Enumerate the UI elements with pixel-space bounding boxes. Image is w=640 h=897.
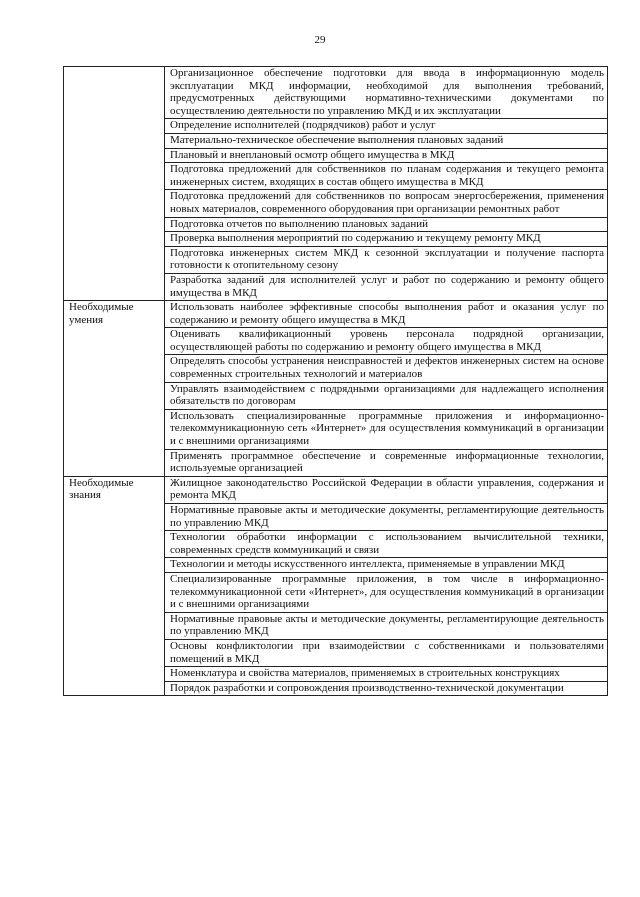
table-cell-item: Разработка заданий для исполнителей услуг и работ по содержанию и ремонту общего имущества в МКД — [165, 273, 608, 300]
table-cell-item: Определять способы устранения неисправностей и дефектов инженерных систем на основе современных строительных технологий и материалов — [165, 355, 608, 382]
table-cell-item: Подготовка отчетов по выполнению плановых заданий — [165, 217, 608, 232]
table-cell-item: Жилищное законодательство Российской Федерации в области управления, содержания и ремонта МКД — [165, 476, 608, 503]
table-cell-item: Специализированные программные приложения, в том числе в информационно-телекоммуникационной сети «Интернет», для осуществления коммуникаций в организации и с внешними организациями — [165, 572, 608, 612]
table-cell-item: Использовать специализированные программные приложения и информационно-телекоммуникационную сеть «Интернет» для осуществления коммуникаций в организации и с внешними организациями — [165, 409, 608, 449]
table-cell-item: Технологии и методы искусственного интеллекта, применяемые в управлении МКД — [165, 558, 608, 573]
table-cell-item: Нормативные правовые акты и методические документы, регламентирующие деятельность по управлению МКД — [165, 504, 608, 531]
table-row — [64, 476, 608, 503]
table-cell-item: Плановый и внеплановый осмотр общего имущества в МКД — [165, 148, 608, 163]
section-label: Необходимые знания — [64, 476, 165, 696]
table-cell-item: Подготовка инженерных систем МКД к сезонной эксплуатации и получение паспорта готовности к отопительному сезону — [165, 246, 608, 273]
page-number: 29 — [314, 34, 326, 46]
table-cell-item: Материально-техническое обеспечение выполнения плановых заданий — [165, 133, 608, 148]
table-cell-item: Нормативные правовые акты и методические документы, регламентирующие деятельность по управлению МКД — [165, 612, 608, 639]
table-cell-item: Оценивать квалификационный уровень персонала подрядной организации, осуществляющей работы по содержанию и ремонту общего имущества в МКД — [165, 328, 608, 355]
table-cell-item: Подготовка предложений для собственников по планам содержания и текущего ремонта инженерных систем, входящих в состав общего имущества в МКД — [165, 163, 608, 190]
table-cell-item: Основы конфликтологии при взаимодействии с собственниками и пользователями помещений в МКД — [165, 639, 608, 666]
table-row — [64, 301, 608, 328]
section-label: Необходимые умения — [64, 301, 165, 477]
table-cell-item: Проверка выполнения мероприятий по содержанию и текущему ремонту МКД — [165, 232, 608, 247]
table-cell-item: Определение исполнителей (подрядчиков) работ и услуг — [165, 119, 608, 134]
section-label — [64, 67, 165, 301]
table-row — [64, 67, 608, 119]
table-cell-item: Технологии обработки информации с использованием вычислительной техники, современных средств коммуникаций и связи — [165, 531, 608, 558]
table-cell-item: Использовать наиболее эффективные способы выполнения работ и оказания услуг по содержанию и ремонту общего имущества в МКД — [165, 301, 608, 328]
table-cell-item: Применять программное обеспечение и современные информационные технологии, используемые организацией — [165, 449, 608, 476]
job-function-table-body — [64, 67, 608, 696]
table-cell-item: Организационное обеспечение подготовки для ввода в информационную модель эксплуатации МКД информации, необходимой для выполнения требований, предусмотренных действующими нормативно-техническими документами по осуществлению деятельности по управлению МКД и их эксплуатации — [165, 67, 608, 119]
table-cell-item: Номенклатура и свойства материалов, применяемых в строительных конструкциях — [165, 667, 608, 682]
table-cell-item: Порядок разработки и сопровождения производственно-технической документации — [165, 681, 608, 696]
job-function-table — [63, 66, 608, 696]
table-cell-item: Управлять взаимодействием с подрядными организациями для надлежащего исполнения обязательств по договорам — [165, 382, 608, 409]
table-cell-item: Подготовка предложений для собственников по вопросам энергосбережения, применения новых материалов, современного оборудования при организации ремонтных работ — [165, 190, 608, 217]
